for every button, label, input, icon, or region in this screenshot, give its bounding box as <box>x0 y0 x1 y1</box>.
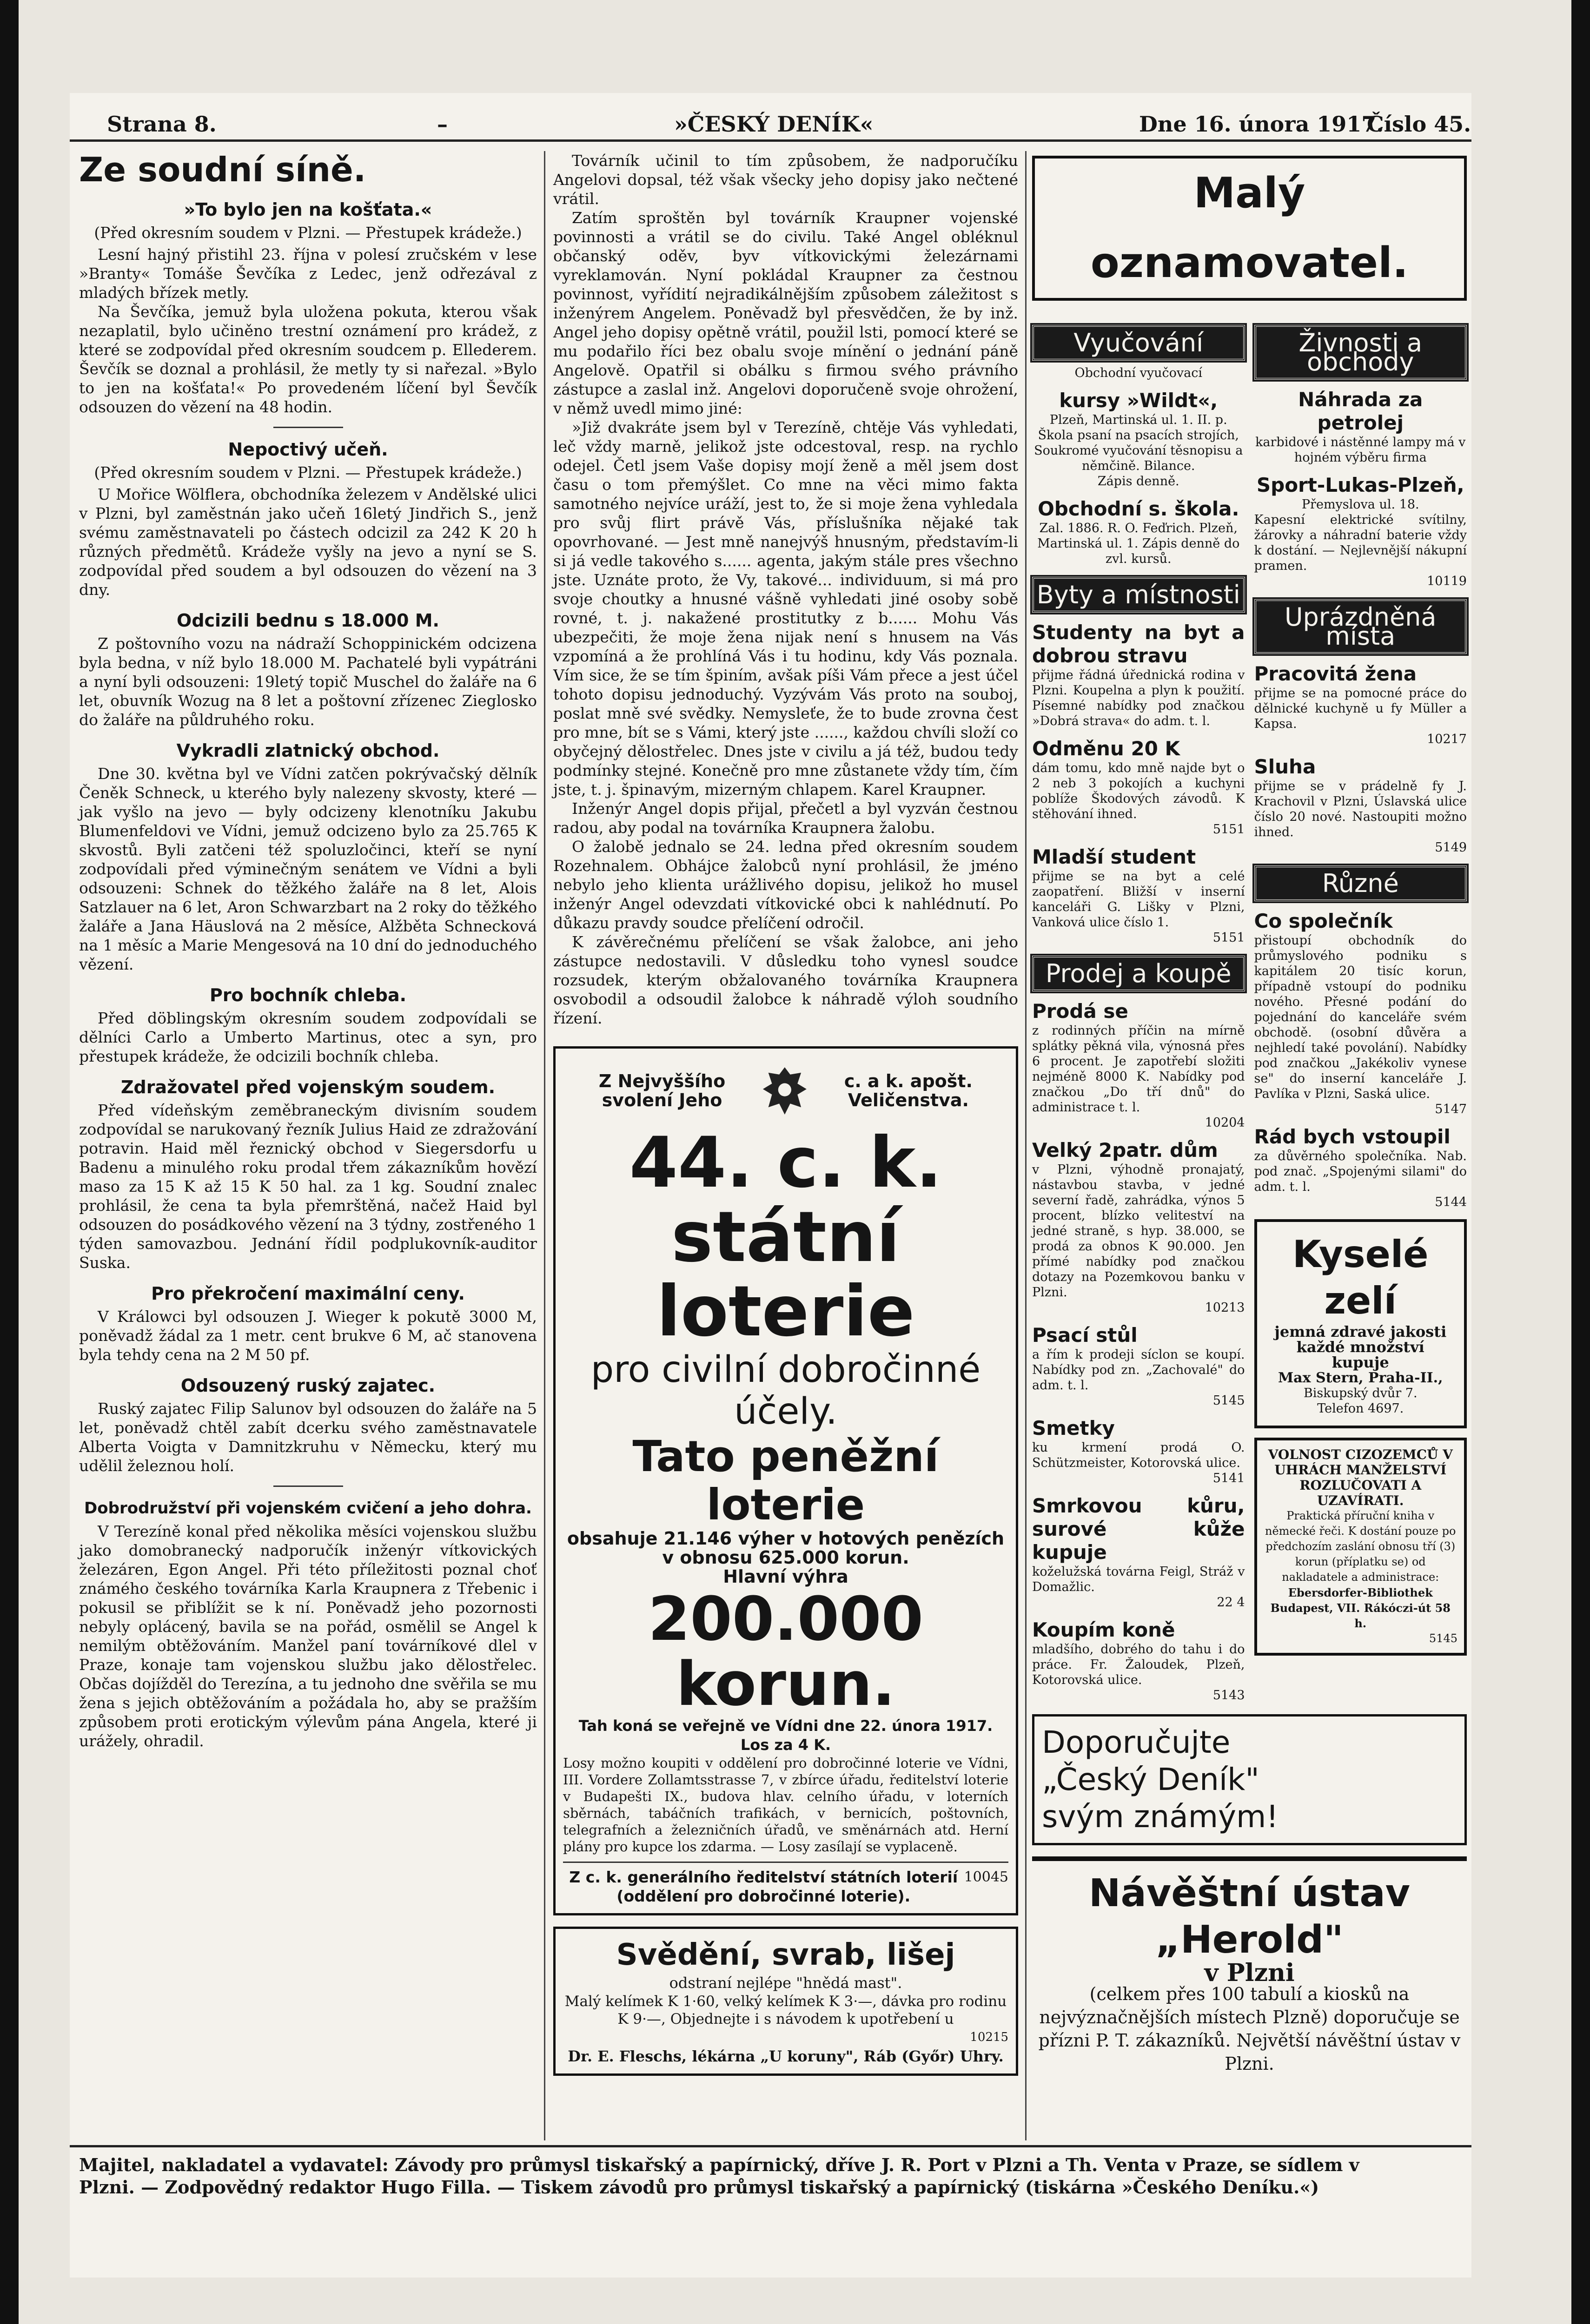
lottery-top-left: Z Nejvyššího svolení Jeho <box>598 1071 726 1110</box>
ad-code: 5143 <box>1212 1688 1245 1703</box>
ad-text: Zal. 1886. R. O. Feďrich. Plzeň, Martinská ul. 1. Zápis denně do zvl. kursů. <box>1037 521 1240 566</box>
lottery-footer <box>563 1862 1008 1906</box>
herold-ad <box>1032 1856 1467 2075</box>
lottery-ad <box>553 1046 1018 1915</box>
ad-code: 10119 <box>1427 574 1467 588</box>
article-title: »To bylo jen na košťata.« <box>184 199 432 220</box>
ad-firm: Dr. E. Fleschs, lékárna „U koruny", Ráb (Győr) Uhry. <box>568 2047 1004 2065</box>
eagle-emblem-icon <box>761 1056 808 1126</box>
ad-text: přijme se na pomocné práce do dělnické kuchyně u fy Müller a Kapsa. <box>1254 686 1467 731</box>
ad-text: dám tomu, kdo mně najde byt o 2 neb 3 pokojích a kuchyni poblíže Škodových závodů. K stěhování ihned. <box>1032 761 1245 821</box>
section-jobs: Uprázdněná místa <box>1254 599 1467 654</box>
lottery-top-right: c. a k. apošt. Veličenstva. <box>844 1071 973 1110</box>
classifieds-title: Malý oznamovatel. <box>1032 156 1467 301</box>
article-title: Pro překročení maximální ceny. <box>151 1283 465 1304</box>
article-title: Odcizili bednu s 18.000 M. <box>177 610 439 631</box>
ad-title: Sluha <box>1254 755 1316 778</box>
ad-title: Obchodní s. škola. <box>1038 497 1239 520</box>
ad-code: 10213 <box>1205 1301 1245 1315</box>
ad-title: Co společník <box>1254 910 1393 932</box>
section-education: Vyučování <box>1032 325 1245 361</box>
ad-text: Přemyslova ul. 18. <box>1301 497 1419 512</box>
article-subtitle: (Před okresním soudem v Plzni. — Přestupek krádeže.) <box>94 224 522 242</box>
article-paragraph: O žalobě jednalo se 24. ledna před okresním soudem Rozehnalem. Obhájce žalobců nyní prohlásil, že jméno nebylo jeho klienta urážlivého dopisu, jelikož ho musel inženýr Angel odevzdati vítkovické obci k nahlédnutí. Po důkazu pravdy soudce přelíčení odročil. <box>553 838 1018 932</box>
ad-text: Telefon 4697. <box>1317 1401 1404 1416</box>
ad-text: Doporučujte <box>1042 1724 1231 1760</box>
masthead: »ČESKÝ DENÍK« <box>674 112 874 137</box>
ad-text: přijme řádná úřednická rodina v Plzni. Koupelna a plyn k použití. Písemné nabídky pod značkou »Dobrá strava« do adm. t. l. <box>1032 668 1245 728</box>
article-paragraph: K závěrečnému přelíčení se však žalobce, ani jeho zástupce nedostavili. V důsledku toho vynesl soudce rozsudek, kterým obžalovaného továrníka Kraupnera osvobodil a odsoudil žalobce k náhradě výloh soudního řízení. <box>553 933 1018 1027</box>
ad-code: 10045 <box>964 1869 1008 1885</box>
ad-text: karbidové i nástěnné lampy má v hojném výběru firma <box>1255 435 1466 465</box>
ad-text: přijme se v prádelně fy J. Krachovil v Plzni, Úslavská ulice číslo 20 nové. Nastoupiti možno ihned. <box>1254 779 1467 839</box>
film-edge-left <box>0 0 19 2324</box>
lottery-line2: obsahuje 21.146 výher v hotových penězích <box>567 1528 1005 1549</box>
imprint <box>70 2145 1471 2205</box>
ad-title: Mladší student <box>1032 845 1196 868</box>
ad-text: v Plzni, výhodně pronajatý, nástavbou stavba, v jedné severní řadě, zahrádka, výnos 5 procent, blízko veliteství na jedné straně, s hyp. 38.000, se prodá za obnos K 90.000. Jen přímé nabídky pod značkou dotazy na Pozemkovou banku v Plzni. <box>1032 1162 1245 1300</box>
ad-text: mladšího, dobrého do tahu i do práce. Fr. Žaloudek, Plzeň, Kotorovská ulice. <box>1032 1642 1245 1687</box>
article-subtitle: (Před okresním soudem v Plzni. — Přestupek krádeže.) <box>94 463 522 482</box>
ad-code: 22 4 <box>1217 1595 1245 1610</box>
column-continuation <box>553 151 1018 2087</box>
lottery-title: 44. c. k. státní loterie <box>629 1122 942 1352</box>
ad-text: přijme se na byt a celé zaopatření. Bližší v inserní kanceláři G. Lišky v Plzni, Vanková ulice číslo 1. <box>1032 869 1245 930</box>
ad-firm: Max Stern, Praha-II., <box>1278 1370 1443 1386</box>
ad-subtitle: v Plzni <box>1204 1959 1295 1987</box>
lottery-prize: 200.000 korun. <box>648 1584 924 1719</box>
column-rule <box>1025 151 1027 2140</box>
page-header <box>70 107 1471 142</box>
article-paragraph: Zatím sproštěn byl továrník Kraupner vojenské povinnosti a vrátil se do civilu. Také Angel obléknul občanský oděv, byv vítkovickými železárnami vyreklamován. Nyní pokládal Kraupner za čestnou povinnost, vyřídití nejradikálnějším způsobem záležitost s inženýrem Angelem. Poněvadž byl přesvědčen, že by inž. Angel jeho dopisy opětně vrátil, použil lsti, pomocí které se mu podařilo říci bez obalu svoje mínění o jednání páně Angelově. Opatřil si obálku s firmou svého právního zástupce a zaslal inž. Angelovi doporučeně svoje ohrožení, v němž uvedl mimo jiné: <box>553 209 1018 417</box>
section-trades: Živnosti a obchody <box>1254 325 1467 380</box>
lottery-draw: Tah koná se veřejně ve Vídni dne 22. února 1917. Los za 4 K. <box>578 1717 993 1754</box>
divider <box>273 427 343 428</box>
book-ad <box>1254 1438 1467 1656</box>
article-title: Nepoctivý učeň. <box>228 439 388 460</box>
article-title: Vykradli zlatnický obchod. <box>176 740 440 761</box>
section-misc: Různé <box>1254 865 1467 901</box>
ad-title: Smrkovou kůru, surové kůže kupuje <box>1032 1494 1245 1564</box>
ad-firm: Ebersdorfer-Bibliothek Budapest, VII. Rákóczi-út 58 h. <box>1270 1586 1451 1630</box>
ad-text: svým známým! <box>1042 1799 1279 1835</box>
issue-date: Dne 16. února 1917. <box>1139 112 1384 137</box>
ad-text: Zápis denně. <box>1097 474 1179 489</box>
article-title: Odsouzený ruský zajatec. <box>180 1375 436 1396</box>
article-paragraph: Lesní hajný přistihl 23. října v polesí zručském v lese »Branty« Tomáše Ševčíka z Ledec, jenž odřezával z mladých břízek metly. <box>79 245 537 302</box>
column-court-news <box>79 151 537 1750</box>
newspaper-page <box>70 93 1471 2278</box>
article-paragraph: V Terezíně konal před několika měsíci vojenskou službu jako domobranecký nadporučík inženýr vítkovických železáren, Egon Angel. Při této příležitosti poznal choť známého českého továrníka Karla Kraupnera z Třebenic i pokusil se přiblížit se k ní. Poněvadž jeho pozornosti nebyly oplácený, bavila se na pořád, osmělil se Angel k nemilým obtěžováním. Manžel paní továrníkové dlel v Praze, konaje tam vojenskou službu jako dělostřelec. Občas dojížděl do Terezína, a tu jednoho dne svěřila se mu žena s jejich obtěžováním a požádala ho, aby se pražším způsobem proti erotickým výlevům pána Angela, které ji urážely, ohradil. <box>79 1522 537 1750</box>
page-number: Strana 8. <box>107 112 217 137</box>
ad-title: Kyselé zelí <box>1292 1233 1429 1322</box>
article-paragraph: Inženýr Angel dopis přijal, přečetl a byl vyzván čestnou radou, aby podal na továrníka Kraupnera žalobu. <box>553 799 1018 837</box>
ad-code: 5151 <box>1212 931 1245 945</box>
ad-code: 5145 <box>1429 1632 1458 1645</box>
ad-code: 5144 <box>1435 1195 1467 1209</box>
ad-text: a řím k prodeji síclon se koupí. Nabídky pod zn. „Zachovalé" do adm. t. l. <box>1032 1347 1245 1393</box>
ad-text: přistoupí obchodník do průmyslového podniku s kapitálem 20 tisíc korun, případně vstoupí do podniku nového. Přesné podání do pojednání do kanceláře svém obchodě. (osobní důvěra a nejhledí také povolání). Nabídky pod značkou „Jakékoliv vynese se" do inserní kanceláře J. Pavlíka v Plzni, Saská ulice. <box>1254 933 1467 1101</box>
ad-code: 10204 <box>1205 1116 1245 1130</box>
ad-title: Odměnu 20 K <box>1032 737 1180 760</box>
article-paragraph: V Králowci byl odsouzen J. Wieger k pokutě 3000 M, poněvadž žádal za 1 metr. cent brukve 6 M, ač stanovena byla tehdy cena na 2 M 50 pf. <box>79 1307 537 1364</box>
ad-text: Malý kelímek K 1·60, velký kelímek K 3·—, dávka pro rodinu K 9·—, Objednejte i s návodem k upotřebení u <box>564 1993 1007 2027</box>
ad-title: Smetky <box>1032 1417 1115 1439</box>
ad-text: z rodinných příčin na mírně splátky pěkná vila, výnosná přes 6 procent. Je zapotřebí složiti nejméně 8000 K. Nabídky pod značkou „Do tří dnů" do administrace t. l. <box>1032 1023 1245 1115</box>
ad-title: Návěštní ústav „Herold" <box>1088 1871 1411 1962</box>
ad-firm: Sport-Lukas-Plzeň, <box>1256 474 1464 496</box>
article-title: Zdražovatel před vojenským soudem. <box>120 1077 496 1097</box>
ad-text: za důvěrného společníka. Nab. pod znač. „Spojenými silami" do adm. t. l. <box>1254 1149 1467 1194</box>
ad-text: ku krmení prodá O. Schützmeister, Kotorovská ulice. <box>1032 1440 1245 1470</box>
ad-title: Náhrada za petrolej <box>1298 388 1423 434</box>
ad-subtitle: odstraní nejlépe "hnědá mast". <box>669 1974 902 1992</box>
article-paragraph: »Již dvakráte jsem byl v Terezíně, chtěje Vás vyhledati, leč vždy marně, jelikož jste odcestoval, resp. na rychlo odejel. Četl jsem Vaše dopisy mojí ženě a měl jsem dost času o tom přemýšlet. Co mne na věci mimo fakta samotného nejvíce uráží, jest to, že si moje žena vyhledala pro svůj flirt právě Vás, příslušníka nějaké tak opovrhované. — Jest mně nanejvýš hnusným, představím-li si já vedle takového s...... agenta, jakým stále pres všechno jste. Uznáte proto, že Vy, takové... individuum, si má pro svoje choutky a hnusné vášně vyhledati jiné osoby sobě rovné, t. j. nakažené prostitutky z b...... Mohu Vás ubezpečiti, že moje žena nijak není s hnusem na Vás vzpomíná a že prohlíná Vás i tu hodinu, kdy Vás poznala. Vím sice, že se tím špiním, avšak píši Vám přece a jest účel tohoto dopisu jednoduchý. Vyzývám Vás proto na souboj, poslat mně své svědky. Nemysleťe, že to bude zrovna čest pro mne, bít se s Vámi, který jste ......, každou chvíli složí co obyčejný dělostřelec. Dnes jste v civilu a já též, budou tedy podmínky stejné. Konečně pro mne zůstanete vždy tím, čím jste, t. j. špinavým, mizerným chlapem. Karel Kraupner. <box>553 418 1018 799</box>
ad-code: 5151 <box>1212 822 1245 837</box>
ad-code: 5147 <box>1435 1102 1467 1116</box>
imprint-line: Majitel, nakladatel a vydavatel: Závody pro průmysl tiskařský a papírnický, dříve J. R. Port v Plzni a Th. Venta v Praze, se sídlem v <box>79 2154 1359 2175</box>
divider <box>273 1486 343 1487</box>
lottery-footer-text: Z c. k. generálního ředitelství státních loterií (oddělení pro dobročinné loterie). <box>569 1868 958 1905</box>
issue-number: Číslo 45. <box>1367 112 1471 137</box>
ad-code: 10217 <box>1427 732 1467 746</box>
section-sale: Prodej a koupě <box>1032 956 1245 991</box>
article-title: Pro bochník chleba. <box>209 985 407 1005</box>
article-paragraph: Ruský zajatec Filip Salunov byl odsouzen do žaláře na 5 let, poněvadž chtěl zabít dcerku svého zaměstnavatele Alberta Voigta v Damnitzkruhu v Německu, který mu udělil železnou holí. <box>79 1400 537 1475</box>
article-title: Dobrodružství při vojenském cvičení a jeho dohra. <box>84 1499 532 1518</box>
ad-title: Svědění, svrab, lišej <box>616 1938 955 1972</box>
ointment-ad <box>553 1927 1018 2076</box>
article-paragraph: Z poštovního vozu na nádraží Schoppinickém odcizena byla bedna, v níž bylo 18.000 M. Pachatelé byli vypátráni a nyní byli odsouzeni: 19letý topič Muschel do žaláře na 6 let, obuvník Wozug na 8 let a poštovní zřízenec Zieglosko do žaláře na půldruhého roku. <box>79 634 537 729</box>
lottery-line4: Hlavní výhra <box>723 1566 848 1587</box>
film-edge-right <box>1571 0 1590 2324</box>
section-title: Ze soudní síně. <box>79 150 366 189</box>
ad-title: Pracovitá žena <box>1254 662 1417 685</box>
lottery-line3: v obnosu 625.000 korun. <box>662 1547 909 1568</box>
article-paragraph: Na Ševčíka, jemuž byla uložena pokuta, kterou však nezaplatil, bylo učiněno trestní oznámení pro krádež, z které se zodpovídal před okresním soudcem p. Ellederem. Ševčík se doznal a prohlásil, že metly ty si nařezal. »Bylo to jen na košťata!« Po provedeném líčení byl Ševčík odsouzen do vězení na 48 hodin. <box>79 303 537 416</box>
classifieds-right <box>1254 315 1467 1703</box>
ad-text: „Český Deník" <box>1042 1762 1259 1797</box>
imprint-line: Plzni. — Zodpovědný redaktor Hugo Filla. — Tiskem závodů pro průmysl tiskařský a papírnický (tiskárna »Českého Deníku.«) <box>79 2177 1319 2198</box>
article-paragraph: Před vídeňským zeměbraneckým divisním soudem zodpovídal se narukovaný řezník Julius Haid ze zdražování potravin. Haid měl řeznický obchod v Siegersdorfu u Badenu a minulého roku prodal třem zákazníkům hovězí maso za 15 K až 15 K 50 hal. za 1 kg. Soudní znalec prohlásil, že cena ta byla přemrštěná, načež Haid byl odsouzen do posádkového vězení na 3 týdny, zostřeného 1 týden samovazbou. Jednání řídil podplukovník-auditor Suska. <box>79 1101 537 1272</box>
column-classifieds <box>1032 151 1467 2075</box>
ad-text: Biskupský dvůr 7. <box>1303 1386 1418 1400</box>
classifieds-left <box>1032 315 1245 1703</box>
ad-text: Praktická příruční kniha v německé řeči. K dostání pouze po předchozím zaslání obnosu tří (3) korun (příplatku se) od nakladatele a administrace: <box>1265 1509 1456 1584</box>
lottery-purpose: pro civilní dobročinné účely. <box>590 1349 981 1433</box>
ad-code: 10215 <box>970 2030 1008 2044</box>
ad-title: Velký 2patr. dům <box>1032 1139 1218 1162</box>
ad-text: Kapesní elektrické svítilny, žárovky a náhradní baterie vždy k dostání. — Nejlevnější nákupní pramen. <box>1254 513 1467 573</box>
classifieds-columns <box>1032 315 1467 1703</box>
lottery-top-line <box>563 1056 1008 1126</box>
ad-text: koželužská továrna Feigl, Stráž v Domažlic. <box>1032 1565 1245 1594</box>
article-paragraph: Před döblingským okresním soudem zodpovídali se dělníci Carlo a Umberto Martinus, otec a syn, pro přestupek krádeže, že odcizili bochník chleba. <box>79 1009 537 1065</box>
lottery-line1: Tato peněžní loterie <box>632 1432 939 1530</box>
column-rule <box>544 151 545 2140</box>
ad-title: kursy »Wildt«, <box>1059 389 1218 412</box>
sauerkraut-ad <box>1254 1219 1467 1428</box>
ad-text: Plzeň, Martinská ul. 1. II. p. Škola psaní na psacích strojích, Soukromé vyučování těsnopisu a němčině. Bilance. <box>1034 413 1243 473</box>
ad-title: Psací stůl <box>1032 1324 1138 1347</box>
article-paragraph: U Mořice Wölflera, obchodníka železem v Andělské ulici v Plzni, byl zaměstnán jako učeň 16letý Jindřich S., jenž svému zaměstnavateli po částech odcizil za 242 K 20 h různých předmětů. Krádeže vyšly na jevo a nyní se S. zodpovídal před soudem a byl odsouzen do vězení na 3 dny. <box>79 485 537 599</box>
ad-title: Studenty na byt a dobrou stravu <box>1032 621 1245 667</box>
ad-title: Prodá se <box>1032 1000 1128 1023</box>
header-dash: – <box>437 112 448 137</box>
ad-text: Obchodní vyučovací <box>1074 366 1202 380</box>
ad-code: 5145 <box>1212 1393 1245 1408</box>
ad-title: Koupím koně <box>1032 1618 1175 1641</box>
section-housing: Byty a místnosti <box>1032 577 1245 613</box>
article-paragraph: Továrník učinil to tím způsobem, že nadporučíku Angelovi dopsal, též však všecky jeho dopisy jako nečtené vrátil. <box>553 152 1018 208</box>
recommend-ad <box>1032 1714 1467 1845</box>
lottery-text: Losy možno koupiti v oddělení pro dobročinné loterie ve Vídni, III. Vordere Zollamtsstrasse 7, v zbírce úřadu, ředitelství loterie v Budapešti IX., budova hlav. celního úřadu, v loterních sběrnách, tabáčních trafikách, v bernicích, poštovních, telegrafních a železničních úřadů, ve směnárnách atd. Herní plány pro kupce los zdarma. — Losy zasílají se vyplaceně. <box>563 1755 1008 1855</box>
ad-text: (celkem přes 100 tabulí a kiosků na nejvýznačnějších místech Plzně) doporučuje se přízni P. T. zákazníků. Největší návěštní ústav v Plzni. <box>1038 1984 1461 2074</box>
ad-text: jemná zdravé jakosti každé množství kupuje <box>1274 1323 1447 1371</box>
ad-title: Rád bych vstoupil <box>1254 1125 1451 1148</box>
ad-code: 5141 <box>1212 1471 1245 1486</box>
ad-code: 5149 <box>1435 840 1467 855</box>
article-paragraph: Dne 30. května byl ve Vídni zatčen pokrývačský dělník Čeněk Schneck, u kterého byly nalezeny skvosty, které — jak vyšlo na jevo — byly odcizeny klenotníku Jakubu Blumenfeldovi ve Vídni, jemuž odcizeno bylo za 25.765 K skvostů. Byli zatčeni též spoluzločinci, kteří se nyní zodpovídali před výminečným senátem ve Vídni a byli odsouzeni: Schnek do těžkého žaláře na 8 let, Alois Satzlauer na 6 let, Aron Schwarzbart na 2 roky do těžkého žaláře a Jana Häuslová na 2 měsíce, Alžběta Schnecková na 1 měsíc a Marie Mengesová na 10 dní do jednoduchého vězení. <box>79 765 537 973</box>
ad-title: VOLNOST CIZOZEMCŮ V UHRÁCH MANŽELSTVÍ ROZLUČOVATI A UZAVÍRATI. <box>1268 1447 1453 1508</box>
